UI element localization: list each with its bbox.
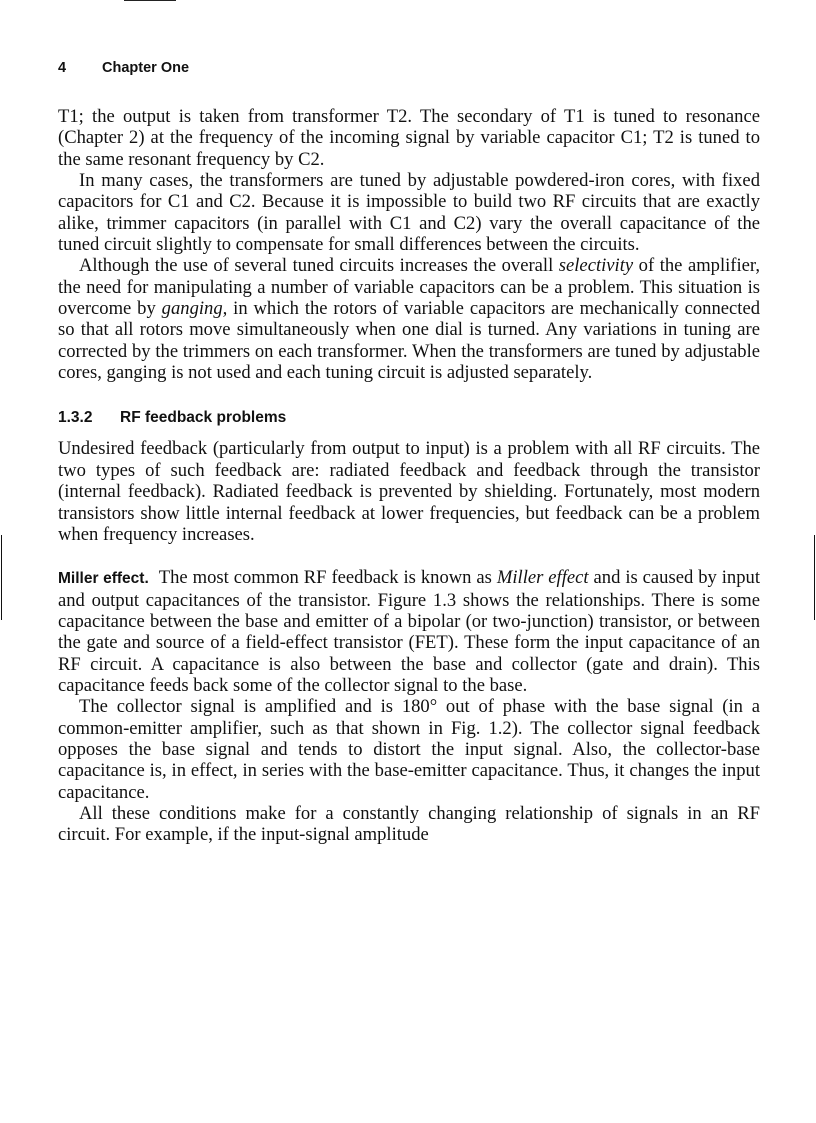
section-heading [58, 408, 760, 428]
paragraph-5-text-a: The most common RF feedback is known as [158, 567, 497, 589]
left-edge-mark [1, 535, 2, 620]
run-in-heading-miller-effect: Miller effect. [58, 570, 149, 588]
right-edge-mark [814, 535, 815, 620]
paragraph-3-text-c: of the amplifier, the need for manipulating a number of variable capacitors can be a problem. This situation is overcome by [58, 255, 760, 320]
running-head [58, 60, 189, 76]
section-title: RF feedback problems [120, 409, 287, 427]
paragraph-6: The collector signal is amplified and is 180° out of phase with the base signal (in a common-emitter amplifier, such as that shown in Fig. 1.2). The collector signal feedback opposes the base signal and tends to distort the input signal. Also, the collector-base capacitance is, in effect, in series with the base-emitter capacitance. Thus, it changes the input capacitance. [58, 696, 760, 803]
term-selectivity: selectivity [558, 255, 634, 277]
paragraph-1: T1; the output is taken from transformer T2. The secondary of T1 is tuned to resonance (Chapter 2) at the frequency of the incoming signal by variable capacitor C1; T2 is tuned to the same resonant frequency by C2. [58, 106, 760, 170]
chapter-title: Chapter One [102, 60, 190, 76]
paragraph-3-text-e: in which the rotors of variable capacitors are mechanically connected so that all rotors move simultaneously when one dial is turned. Any variations in tuning are corrected by the trimmers on each transformer. When the transformers are tuned by adjustable cores, ganging is not used and each tuning circuit is adjusted separately. [58, 298, 761, 384]
paragraph-2: In many cases, the transformers are tuned by adjustable powdered-iron cores, with fixed capacitors for C1 and C2. Because it is impossible to build two RF circuits that are exactly alike, trimmer capacitors (in parallel with C1 and C2) vary the overall capacitance of the tuned circuit slightly to compensate for small differences between the circuits. [58, 170, 760, 256]
page-number: 4 [58, 60, 67, 76]
page-body [58, 106, 760, 846]
top-rule [124, 0, 176, 1]
paragraph-7: All these conditions make for a constantly changing relationship of signals in an RF circuit. For example, if the input-signal amplitude [58, 802, 760, 846]
paragraph-3 [58, 255, 760, 383]
paragraph-5-text-c: and is caused by input and output capacitances of the transistor. Figure 1.3 shows the relationships. There is some capacitance between the base and emitter of a bipolar (or two-junction) transistor, or between the gate and source of a field-effect transistor (FET). These form the input capacitance of an RF circuit. A capacitance is also between the base and collector (gate and drain). This capacitance feeds back some of the collector signal to the base. [58, 567, 760, 696]
paragraph-3-text-a: Although the use of several tuned circuits increases the overall [79, 255, 559, 277]
paragraph-4: Undesired feedback (particularly from output to input) is a problem with all RF circuits. The two types of such feedback are: radiated feedback and feedback through the transistor (internal feedback). Radiated feedback is prevented by shielding. Fortunately, most modern transistors show little internal feedback at lower frequencies, but feedback can be a problem when frequency increases. [58, 438, 760, 545]
section-number: 1.3.2 [58, 409, 93, 427]
term-miller-effect: Miller effect [496, 567, 589, 589]
term-ganging: ganging, [161, 298, 228, 320]
paragraph-5 [58, 567, 760, 696]
